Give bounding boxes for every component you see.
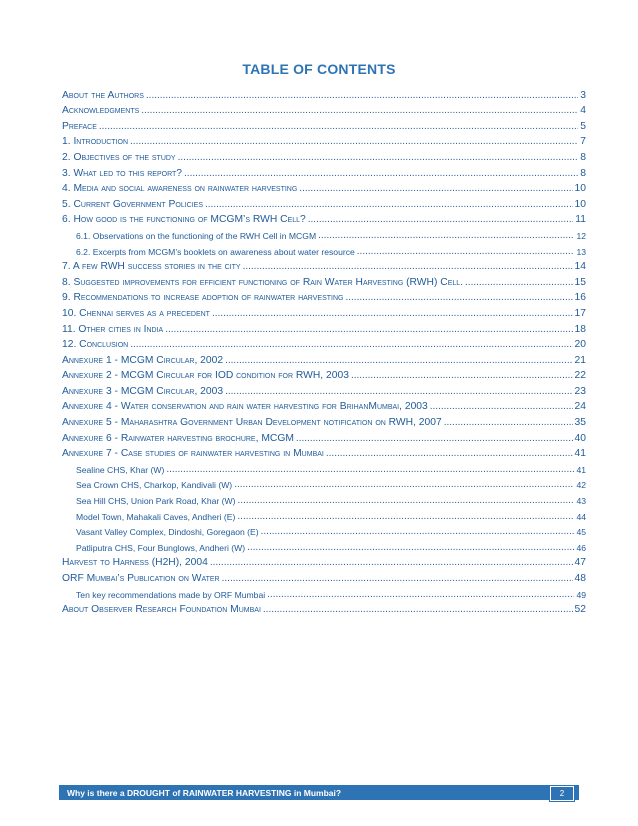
toc-entry-page[interactable]: 40 bbox=[574, 432, 586, 444]
toc-entry[interactable] bbox=[62, 289, 586, 305]
toc-entry[interactable] bbox=[62, 367, 586, 383]
toc-entry-label[interactable]: Patliputra CHS, Four Bunglows, Andheri (W) bbox=[76, 542, 246, 553]
toc-leader-dots bbox=[308, 214, 574, 224]
toc-entry[interactable] bbox=[62, 258, 586, 274]
toc-leader-dots bbox=[318, 230, 574, 240]
toc-entry-label[interactable]: Sea Hill CHS, Union Park Road, Khar (W) bbox=[76, 496, 236, 507]
toc-entry-label[interactable]: About Observer Research Foundation Mumbai bbox=[62, 604, 261, 616]
toc-entry-page[interactable]: 10 bbox=[574, 198, 586, 210]
toc-leader-dots bbox=[184, 168, 578, 178]
toc-entry-page[interactable]: 48 bbox=[574, 573, 586, 584]
toc-entry-label[interactable]: About the Authors bbox=[62, 89, 144, 101]
toc-leader-dots bbox=[166, 464, 574, 474]
toc-entry-label[interactable]: Annexure 7 - Case studies of rainwater harvesting in Mumbai bbox=[62, 448, 324, 460]
toc-entry-label[interactable]: 12. Conclusion bbox=[62, 339, 129, 351]
footer-page-number: 2 bbox=[550, 786, 574, 801]
toc-entry-page[interactable]: 8 bbox=[580, 167, 586, 179]
toc-entry-label[interactable]: Annexure 4 - Water conservation and rain water harvesting for BrihanMumbai, 2003 bbox=[62, 401, 428, 413]
toc-entry-label[interactable]: 2. Objectives of the study bbox=[62, 151, 176, 163]
toc-entry-page[interactable]: 17 bbox=[574, 307, 586, 319]
toc-entry-page[interactable]: 14 bbox=[574, 261, 586, 273]
toc-leader-dots bbox=[299, 183, 572, 193]
toc-entry[interactable] bbox=[62, 226, 586, 242]
toc-leader-dots bbox=[243, 261, 573, 271]
toc-entry[interactable] bbox=[62, 398, 586, 414]
toc-entry[interactable] bbox=[62, 164, 586, 180]
toc-entry-page[interactable]: 16 bbox=[574, 292, 586, 304]
toc-entry-page[interactable]: 3 bbox=[580, 89, 586, 101]
toc-leader-dots bbox=[247, 542, 574, 552]
toc-entry-label[interactable]: Harvest to Harness (H2H), 2004 bbox=[62, 557, 208, 569]
toc-leader-dots bbox=[205, 199, 573, 209]
toc-entry-page[interactable]: 10 bbox=[574, 183, 586, 195]
toc-entry-label[interactable]: Annexure 3 - MCGM Circular, 2003 bbox=[62, 385, 224, 397]
toc-entry-page[interactable]: 23 bbox=[574, 385, 586, 397]
toc-entry-label[interactable]: 1. Introduction bbox=[62, 136, 129, 148]
toc-entry[interactable] bbox=[62, 554, 586, 570]
toc-leader-dots bbox=[465, 277, 573, 287]
toc-entry[interactable] bbox=[62, 133, 586, 149]
toc-entry[interactable] bbox=[62, 117, 586, 133]
toc-entry-label[interactable]: Sea Crown CHS, Charkop, Kandivali (W) bbox=[76, 480, 233, 491]
toc-entry[interactable] bbox=[62, 585, 586, 601]
toc-leader-dots bbox=[212, 308, 573, 318]
toc-leader-dots bbox=[99, 121, 578, 131]
toc-leader-dots bbox=[130, 339, 572, 349]
toc-leader-dots bbox=[210, 557, 573, 567]
toc-entry-label[interactable]: 11. Other cities in India bbox=[62, 323, 164, 335]
toc-entry-page[interactable]: 52 bbox=[574, 604, 586, 616]
toc-entry-page[interactable]: 21 bbox=[574, 354, 586, 366]
toc-entry-page[interactable]: 43 bbox=[576, 496, 586, 507]
toc-entry[interactable] bbox=[62, 336, 586, 352]
toc-entry[interactable] bbox=[62, 320, 586, 336]
toc-entry-page[interactable]: 44 bbox=[576, 511, 586, 522]
toc-leader-dots bbox=[237, 511, 574, 521]
toc-leader-dots bbox=[357, 246, 575, 256]
toc-entry[interactable] bbox=[62, 445, 586, 461]
toc-entry-page[interactable]: 22 bbox=[574, 370, 586, 382]
toc-entry-label[interactable]: Sealine CHS, Khar (W) bbox=[76, 464, 165, 475]
toc-entry-page[interactable]: 12 bbox=[576, 230, 586, 241]
toc-entry-label[interactable]: Annexure 5 - Maharashtra Government Urban Development notification on RWH, 2007 bbox=[62, 417, 442, 429]
toc-entry-page[interactable]: 49 bbox=[576, 589, 586, 600]
toc-entry-page[interactable]: 8 bbox=[580, 151, 586, 163]
toc-leader-dots bbox=[430, 401, 573, 411]
toc-entry-page[interactable]: 41 bbox=[574, 448, 586, 460]
toc-entry-page[interactable]: 18 bbox=[574, 323, 586, 335]
toc-entry[interactable] bbox=[62, 507, 586, 523]
toc-entry[interactable] bbox=[62, 195, 586, 211]
toc-entry[interactable] bbox=[62, 382, 586, 398]
toc-entry[interactable] bbox=[62, 523, 586, 539]
toc-entry[interactable] bbox=[62, 429, 586, 445]
toc-entry-label[interactable]: 10. Chennai serves as a precedent bbox=[62, 307, 210, 319]
toc-entry-label[interactable]: Ten key recommendations made by ORF Mumbai bbox=[76, 589, 266, 600]
toc-entry[interactable] bbox=[62, 273, 586, 289]
page-title: TABLE OF CONTENTS bbox=[242, 61, 396, 77]
toc-entry-label[interactable]: Annexure 2 - MCGM Circular for IOD condition for RWH, 2003 bbox=[62, 370, 349, 382]
toc-entry[interactable] bbox=[62, 102, 586, 118]
toc-entry[interactable] bbox=[62, 148, 586, 164]
toc-entry-label[interactable]: 4. Media and social awareness on rainwater harvesting bbox=[62, 183, 298, 195]
toc-entry[interactable] bbox=[62, 569, 586, 585]
toc-entry-page[interactable]: 41 bbox=[576, 464, 586, 475]
toc-entry-label[interactable]: 8. Suggested improvements for efficient functioning of Rain Water Harvesting (RWH) Cell. bbox=[62, 276, 464, 288]
toc-entry-label[interactable]: ORF Mumbai’s Publication on Water bbox=[62, 573, 220, 584]
toc-entry-page[interactable]: 20 bbox=[574, 339, 586, 351]
toc-leader-dots bbox=[225, 355, 572, 365]
toc-leader-dots bbox=[130, 136, 578, 146]
toc-entry-page[interactable]: 42 bbox=[576, 480, 586, 491]
toc-leader-dots bbox=[326, 448, 573, 458]
table-of-contents bbox=[62, 86, 586, 616]
toc-entry-label[interactable]: 6.2. Excerpts from MCGM’s booklets on awareness about water resource bbox=[76, 246, 355, 257]
toc-entry-label[interactable]: Model Town, Mahakali Caves, Andheri (E) bbox=[76, 511, 236, 522]
toc-entry-page[interactable]: 46 bbox=[576, 542, 586, 553]
toc-entry[interactable] bbox=[62, 601, 586, 617]
toc-leader-dots bbox=[345, 292, 572, 302]
toc-entry-label[interactable]: Acknowledgments bbox=[62, 105, 140, 117]
toc-leader-dots bbox=[146, 90, 578, 100]
toc-leader-dots bbox=[263, 604, 573, 614]
page-footer bbox=[59, 785, 579, 800]
toc-entry[interactable] bbox=[62, 413, 586, 429]
toc-entry-label[interactable]: 7. A few RWH success stories in the city bbox=[62, 261, 241, 273]
toc-leader-dots bbox=[261, 526, 575, 536]
toc-entry[interactable] bbox=[62, 460, 586, 476]
toc-entry-label[interactable]: Preface bbox=[62, 120, 97, 132]
toc-entry-label[interactable]: Annexure 6 - Rainwater harvesting brochure, MCGM bbox=[62, 432, 294, 444]
toc-entry-label[interactable]: 6.1. Observations on the functioning of the RWH Cell in MCGM bbox=[76, 230, 317, 241]
toc-entry-page[interactable]: 5 bbox=[580, 120, 586, 132]
toc-entry[interactable] bbox=[62, 242, 586, 258]
toc-leader-dots bbox=[234, 479, 574, 489]
toc-leader-dots bbox=[444, 417, 573, 427]
toc-entry[interactable] bbox=[62, 491, 586, 507]
toc-entry-page[interactable]: 47 bbox=[574, 557, 586, 569]
toc-entry-page[interactable]: 15 bbox=[574, 276, 586, 288]
toc-entry-label[interactable]: Vasant Valley Complex, Dindoshi, Goregaon (E) bbox=[76, 527, 259, 538]
toc-entry-label[interactable]: 3. What led to this report? bbox=[62, 167, 183, 179]
toc-entry-page[interactable]: 35 bbox=[574, 417, 586, 429]
toc-entry[interactable] bbox=[62, 476, 586, 492]
toc-entry-page[interactable]: 45 bbox=[576, 527, 586, 538]
toc-entry[interactable] bbox=[62, 304, 586, 320]
toc-entry-label[interactable]: 9. Recommendations to increase adoption of rainwater harvesting bbox=[62, 292, 344, 304]
footer-text: Why is there a DROUGHT of RAINWATER HARVESTING in Mumbai? bbox=[67, 787, 342, 798]
toc-entry-page[interactable]: 11 bbox=[575, 214, 586, 226]
toc-leader-dots bbox=[141, 105, 578, 115]
toc-leader-dots bbox=[225, 386, 572, 396]
toc-entry-page[interactable]: 24 bbox=[574, 401, 586, 413]
toc-entry[interactable] bbox=[62, 351, 586, 367]
toc-entry-label[interactable]: 6. How good is the functioning of MCGM’s RWH Cell? bbox=[62, 214, 306, 226]
toc-entry[interactable] bbox=[62, 538, 586, 554]
toc-leader-dots bbox=[351, 370, 573, 380]
toc-entry[interactable] bbox=[62, 86, 586, 102]
toc-leader-dots bbox=[178, 152, 579, 162]
toc-leader-dots bbox=[222, 573, 573, 583]
toc-leader-dots bbox=[238, 495, 575, 505]
toc-entry-page[interactable]: 13 bbox=[576, 246, 586, 257]
toc-leader-dots bbox=[267, 589, 574, 599]
toc-entry-page[interactable]: 4 bbox=[580, 105, 586, 117]
toc-entry-label[interactable]: 5. Current Government Policies bbox=[62, 198, 203, 210]
toc-entry-label[interactable]: Annexure 1 - MCGM Circular, 2002 bbox=[62, 354, 224, 366]
toc-entry[interactable] bbox=[62, 180, 586, 196]
toc-leader-dots bbox=[296, 433, 573, 443]
toc-leader-dots bbox=[165, 324, 572, 334]
toc-entry-page[interactable]: 7 bbox=[580, 136, 586, 148]
toc-entry[interactable] bbox=[62, 211, 586, 227]
